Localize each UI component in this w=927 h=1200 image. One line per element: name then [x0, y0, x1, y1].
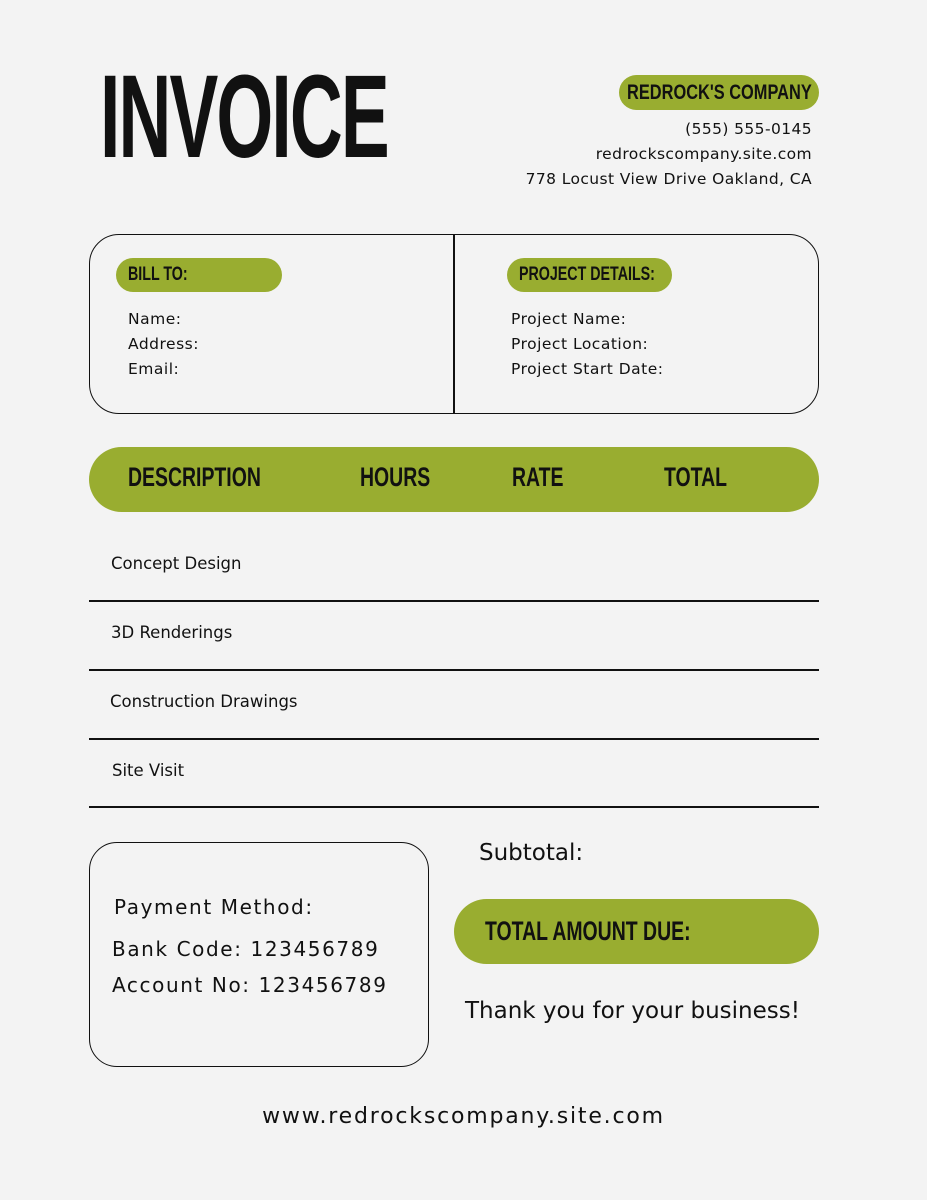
thank-you-message: Thank you for your business!: [465, 998, 800, 1024]
bill-to-badge: [116, 258, 282, 292]
company-name: REDROCK'S COMPANY: [626, 80, 812, 104]
info-box-divider: [453, 235, 455, 413]
bill-to-label: BILL TO:: [128, 264, 188, 285]
header-total: TOTAL: [664, 462, 727, 492]
company-phone: (555) 555-0145: [685, 120, 812, 138]
project-location-field: Project Location:: [511, 335, 649, 353]
row-divider: [89, 600, 819, 602]
bill-to-email-field: Email:: [128, 360, 180, 378]
project-details-badge: [507, 258, 672, 292]
bill-to-address-field: Address:: [128, 335, 199, 353]
row-divider: [89, 738, 819, 740]
total-due-badge: [454, 899, 819, 964]
payment-method-label: Payment Method:: [114, 895, 314, 919]
table-row: Concept Design: [111, 554, 242, 573]
header-description: DESCRIPTION: [128, 462, 261, 492]
company-website: redrockscompany.site.com: [595, 145, 812, 163]
total-due-label: TOTAL AMOUNT DUE:: [485, 916, 691, 946]
project-name-field: Project Name:: [511, 310, 627, 328]
account-number: Account No: 123456789: [112, 973, 388, 997]
bill-to-name-field: Name:: [128, 310, 182, 328]
project-start-date-field: Project Start Date:: [511, 360, 664, 378]
row-divider: [89, 669, 819, 671]
bank-code: Bank Code: 123456789: [112, 937, 380, 961]
table-row: Site Visit: [112, 761, 185, 780]
table-row: 3D Renderings: [111, 623, 233, 642]
header-rate: RATE: [512, 462, 564, 492]
header-hours: HOURS: [360, 462, 431, 492]
project-details-label: PROJECT DETAILS:: [519, 264, 655, 285]
subtotal-label: Subtotal:: [479, 840, 584, 866]
company-name-badge: [619, 75, 819, 110]
invoice-title: INVOICE: [100, 51, 388, 183]
table-row: Construction Drawings: [110, 692, 298, 711]
row-divider: [89, 806, 819, 808]
company-address: 778 Locust View Drive Oakland, CA: [525, 170, 812, 188]
footer-website: www.redrockscompany.site.com: [262, 1104, 665, 1129]
